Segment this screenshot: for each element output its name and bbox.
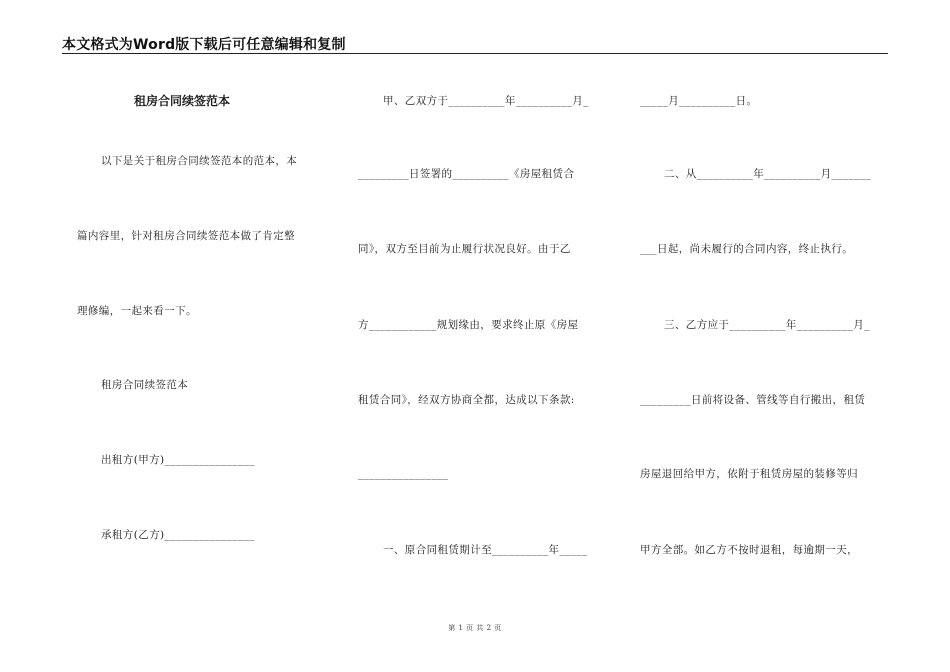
paragraph-line: 承租方(乙方)________________ xyxy=(101,529,255,541)
paragraph-line: 三、乙方应于__________年__________月_ xyxy=(664,319,870,331)
paragraph-line: 方____________规划缘由，要求终止原《房屋 xyxy=(358,319,579,331)
paragraph-line: 租赁合同》，经双方协商全都，达成以下条款: xyxy=(358,394,575,406)
paragraph-line: 以下是关于租房合同续签范本的范本，本 xyxy=(101,155,298,167)
paragraph-line: 一、原合同租赁期计至__________年_____ xyxy=(383,544,588,556)
paragraph-line: 理修编，一起来看一下。 xyxy=(77,305,197,317)
header-divider xyxy=(62,53,888,54)
page-number: 第 1 页 共 2 页 xyxy=(448,624,502,632)
paragraph-line: 甲方全部。如乙方不按时退租，每逾期一天， xyxy=(640,544,858,556)
paragraph-line: 二、从__________年__________月_______ xyxy=(664,168,872,180)
paragraph-line: 房屋退回给甲方，依附于租赁房屋的装修等归 xyxy=(640,468,858,480)
paragraph-line: 出租方(甲方)________________ xyxy=(101,454,255,466)
document-title: 租房合同续签范本 xyxy=(134,94,231,108)
paragraph-line: _________日签署的__________《房屋租赁合 xyxy=(358,168,575,180)
document-header-title: 本文格式为Word版下载后可任意编辑和复制 xyxy=(62,37,346,53)
paragraph-line: 甲、乙双方于__________年__________月_ xyxy=(383,95,589,107)
paragraph-line: 租房合同续签范本 xyxy=(101,379,189,391)
paragraph-line: _________日前将设备、管线等自行搬出，租赁 xyxy=(640,394,866,406)
paragraph-line: ___日起，尚未履行的合同内容，终止执行。 xyxy=(640,243,854,255)
paragraph-line: 同》，双方至目前为止履行状况良好。由于乙 xyxy=(358,243,571,255)
paragraph-line: _____月__________日。 xyxy=(640,95,758,107)
paragraph-line: ________________ xyxy=(358,468,449,480)
paragraph-line: 篇内容里，针对租房合同续签范本做了肯定整 xyxy=(77,230,295,242)
